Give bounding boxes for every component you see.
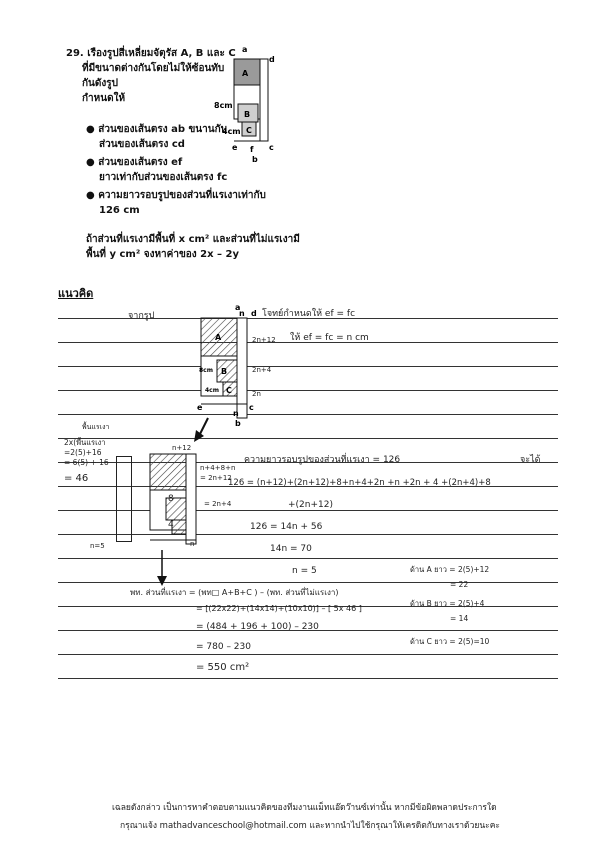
label-4cm: 4cm	[222, 127, 241, 136]
given-2: ให้ ef = fc = n cm	[290, 333, 369, 343]
r-4: 4	[168, 520, 174, 530]
side-3: ด้าน C ยาว = 2(5)=10	[410, 637, 490, 646]
eq-8: = [(22x22)+(14x14)+(10x10)] – [ 5x 46 ]	[196, 604, 362, 613]
given-1: โจทย์กำหนดให้ ef = fc	[262, 309, 356, 319]
shade-note: พื้นแรเงา	[82, 423, 110, 431]
label-8cm: 8cm	[214, 101, 233, 110]
left-line-3: = 6(5) + 16	[64, 458, 109, 467]
eq-1b: จะได้	[520, 455, 541, 465]
side-2b: = 14	[450, 614, 469, 623]
r-n: n	[190, 540, 195, 548]
problem-line-1: 29. เรืองรูปสี่เหลี่ยมจัตุรัส A, B และ C	[66, 48, 236, 59]
rule-line	[58, 414, 558, 415]
solution-heading: แนวคิด	[58, 287, 94, 300]
footer-line-1: เฉลยดังกล่าว เป็นการหาคำตอบตามแนวคิดของทีมงานแม็ทแอ๊ดว๊านซ์เท่านั้น หากมีข้อผิดพลาดประการใด	[112, 803, 497, 813]
side-1: ด้าน A ยาว = 2(5)+12	[410, 565, 490, 574]
rule-line	[58, 510, 558, 511]
sol-label-b: b	[235, 419, 241, 428]
label-e: e	[232, 143, 238, 152]
dim-2n4: 2n+4	[252, 366, 272, 374]
problem-line-6: พื้นที่ y cm² จงหาค่าของ 2x – 2y	[86, 249, 240, 260]
sol-label-a: a	[235, 303, 241, 312]
left-box-text	[64, 438, 109, 484]
solution-strip	[237, 318, 247, 418]
label-d: d	[269, 55, 275, 64]
r-2n4: = 2n+4	[204, 500, 232, 508]
right-strip	[260, 59, 268, 141]
bullet-1a: ● ส่วนของเส้นตรง ab ขนานกับ	[86, 124, 227, 135]
bullet-1b: ส่วนของเส้นตรง cd	[99, 139, 185, 150]
sol-label-B: B	[221, 367, 228, 376]
eq-4: 126 = 14n + 56	[250, 522, 323, 532]
eq-6: n = 5	[292, 566, 317, 576]
eq-10: = 780 – 230	[196, 642, 251, 652]
bullet-3a: ● ความยาวรอบรูปของส่วนที่แรเงาเท่ากับ	[86, 190, 266, 201]
problem-line-4: กำหนดให้	[82, 93, 126, 104]
eq-2: 126 = (n+12)+(2n+12)+8+n+4+2n +n +2n + 4 +(2n+4)+8	[228, 478, 491, 488]
arrow-head-diagonal	[194, 430, 204, 442]
side-2: ด้าน B ยาว = 2(5)+4	[410, 599, 485, 608]
label-c: c	[269, 143, 274, 152]
dim-2n: 2n	[252, 390, 261, 398]
sol-label-A: A	[215, 333, 222, 342]
rule-line	[58, 534, 558, 535]
squares-diagram	[214, 44, 274, 164]
rule-line	[58, 438, 558, 439]
eq-5: 14n = 70	[270, 544, 312, 554]
n-equals-5: n=5	[90, 542, 105, 550]
sol-label-n: n	[239, 309, 245, 318]
sol-label-d: d	[251, 309, 257, 318]
problem-line-2: ที่มีขนาดต่างกันโดยไม่ให้ซ้อนทับ	[82, 63, 225, 74]
sol-label-c: c	[249, 403, 254, 412]
sol-label-n2: n	[233, 409, 239, 418]
r-2n12: = 2n+12	[200, 474, 232, 482]
side-1b: = 22	[450, 580, 469, 589]
r-n4: n+4+8+n	[200, 464, 236, 472]
label-B: B	[244, 110, 251, 119]
rule-line	[58, 678, 558, 679]
label-f: f	[250, 145, 254, 154]
problem-text	[66, 46, 236, 106]
r-8: 8	[168, 494, 174, 504]
rule-line	[58, 558, 558, 559]
left-line-1: 2x(พื้นแรเงา	[64, 438, 106, 447]
fig-label: จากรูป	[128, 311, 155, 321]
eq-9: = (484 + 196 + 100) – 230	[196, 622, 319, 632]
label-b: b	[252, 155, 258, 164]
sol-label-4cm: 4cm	[205, 387, 219, 394]
bullet-3a-text: ความยาวรอบรูปของส่วนที่แรเงาเท่ากับ	[98, 190, 266, 201]
arrows	[150, 410, 220, 590]
problem-question	[86, 232, 300, 262]
rule-line	[58, 654, 558, 655]
bullet-2b: ยาวเท่ากับส่วนของเส้นตรง fc	[99, 172, 228, 183]
eq-1: ความยาวรอบรูปของส่วนที่แรเงา = 126	[244, 455, 401, 465]
strip-rect	[116, 456, 132, 542]
sol-label-e: e	[197, 403, 203, 412]
sol-label-8cm: 8cm	[199, 367, 213, 374]
r-n12: n+12	[172, 444, 192, 452]
label-A: A	[242, 69, 249, 78]
left-line-2: =2(5)+16	[64, 448, 102, 457]
label-C: C	[246, 126, 252, 135]
eq-11: = 550 cm²	[196, 662, 250, 673]
arrow-head-down	[157, 576, 167, 586]
problem-line-5: ถ้าส่วนที่แรเงามีพื้นที่ x cm² และส่วนที่ไม่แรเงามี	[86, 234, 300, 245]
bullet-1a-text: ส่วนของเส้นตรง ab ขนานกับ	[98, 124, 227, 135]
dim-2n12: 2n+12	[252, 336, 276, 344]
bullet-3b: 126 cm	[99, 205, 140, 216]
problem-line-3: กันดังรูป	[82, 78, 118, 89]
eq-3: +(2n+12)	[288, 500, 333, 510]
rule-line	[58, 390, 558, 391]
label-a: a	[242, 45, 248, 54]
eq-7: พท. ส่วนที่แรเงา = (พท□ A+B+C ) – (พท. ส่วนที่ไม่แรเงา)	[130, 588, 339, 597]
footer-line-2: กรุณาแจ้ง mathadvanceschool@hotmail.com และหากนำไปใช้กรุณาให้เครดิตกับทางเราด้วยนะคะ	[120, 821, 500, 831]
rule-line	[58, 582, 558, 583]
sol-label-C: C	[226, 386, 232, 395]
left-line-4: = 46	[64, 473, 89, 484]
bullet-2a: ● ส่วนของเส้นตรง ef	[86, 157, 183, 168]
rule-line	[58, 366, 558, 367]
bullet-2a-text: ส่วนของเส้นตรง ef	[98, 157, 183, 168]
